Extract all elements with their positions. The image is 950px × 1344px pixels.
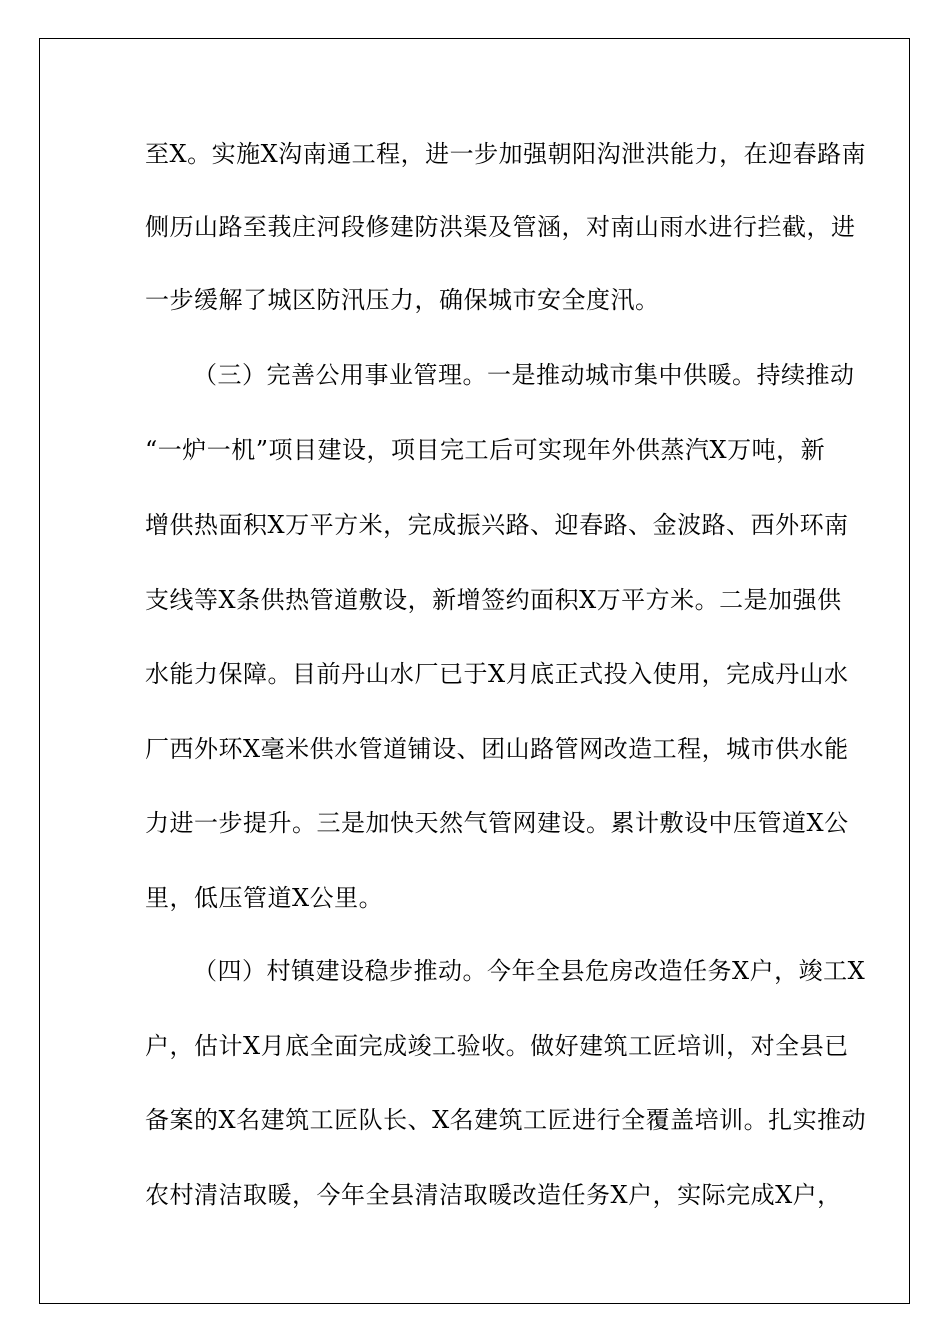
text-line-6: 增供热面积X万平方米，完成振兴路、迎春路、金波路、西外环南 xyxy=(145,511,849,539)
text-line-12: （四）村镇建设稳步推动。今年全县危房改造任务X户，竣工X xyxy=(193,957,866,985)
text-line-3: 一步缓解了城区防汛压力，确保城市安全度汛。 xyxy=(145,286,660,314)
text-line-5: “一炉一机”项目建设，项目完工后可实现年外供蒸汽X万吨，新 xyxy=(145,436,826,464)
text-line-13: 户，估计X月底全面完成竣工验收。做好建筑工匠培训，对全县已 xyxy=(145,1032,849,1060)
text-line-1: 至X。实施X沟南通工程，进一步加强朝阳沟泄洪能力，在迎春路南 xyxy=(145,140,867,168)
text-line-14: 备案的X名建筑工匠队长、X名建筑工匠进行全覆盖培训。扎实推动 xyxy=(145,1106,867,1134)
text-line-8: 水能力保障。目前丹山水厂已于X月底正式投入使用，完成丹山水 xyxy=(145,660,849,688)
text-line-9: 厂西外环X毫米供水管道铺设、团山路管网改造工程，城市供水能 xyxy=(145,735,849,763)
text-line-10: 力进一步提升。三是加快天然气管网建设。累计敷设中压管道X公 xyxy=(145,809,849,837)
text-line-7: 支线等X条供热管道敷设，新增签约面积X万平方米。二是加强供 xyxy=(145,586,842,614)
text-line-2: 侧历山路至莪庄河段修建防洪渠及管涵，对南山雨水进行拦截，进 xyxy=(145,213,856,241)
text-line-4: （三）完善公用事业管理。一是推动城市集中供暖。持续推动 xyxy=(193,361,855,389)
text-line-11: 里，低压管道X公里。 xyxy=(145,884,384,912)
text-line-15: 农村清洁取暖，今年全县清洁取暖改造任务X户，实际完成X户， xyxy=(145,1181,842,1209)
